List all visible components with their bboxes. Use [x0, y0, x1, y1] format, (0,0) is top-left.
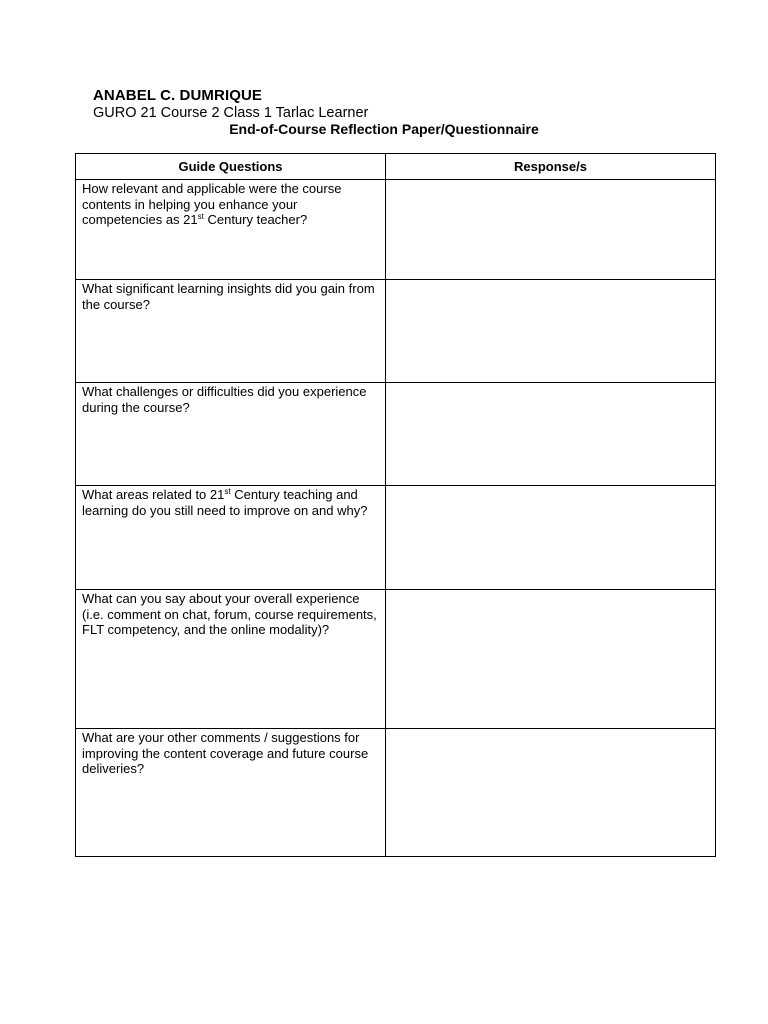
superscript: st	[224, 487, 231, 496]
question-cell	[76, 729, 386, 857]
question-cell	[76, 180, 386, 280]
superscript: st	[197, 212, 204, 221]
question-text	[76, 486, 385, 518]
question-text	[76, 383, 385, 415]
response-cell[interactable]	[386, 486, 716, 590]
question-text-part: What challenges or difficulties did you experience during the course?	[82, 384, 367, 415]
table-row	[76, 383, 716, 486]
response-cell[interactable]	[386, 280, 716, 383]
question-cell	[76, 280, 386, 383]
question-text-part: What significant learning insights did you gain from the course?	[82, 281, 375, 312]
question-text	[76, 180, 385, 228]
question-cell	[76, 590, 386, 729]
table-row	[76, 280, 716, 383]
document-title-text: End-of-Course Reflection Paper/Questionnaire	[229, 121, 539, 137]
question-cell	[76, 486, 386, 590]
question-text-part: How relevant and applicable were the course contents in helping you enhance your competencies as 21	[82, 181, 342, 227]
response-cell[interactable]	[386, 729, 716, 857]
question-text	[76, 729, 385, 777]
response-cell[interactable]	[386, 383, 716, 486]
question-text-part: What can you say about your overall experience (i.e. comment on chat, forum, course requirements, FLT competency, and the online modality)?	[82, 591, 377, 637]
question-text-part: Century teacher?	[203, 212, 308, 227]
response-cell[interactable]	[386, 180, 716, 280]
question-text-part: Century teaching and learning do you still need to improve on and why?	[82, 487, 368, 518]
author-name: ANABEL C. DUMRIQUE	[93, 87, 263, 104]
table-row	[76, 486, 716, 590]
question-text	[76, 590, 385, 638]
table-header-row	[76, 154, 716, 180]
reflection-table	[75, 153, 716, 857]
table-row	[76, 590, 716, 729]
document-title	[0, 121, 768, 137]
course-info: GURO 21 Course 2 Class 1 Tarlac Learner	[93, 105, 369, 121]
table-row	[76, 729, 716, 857]
question-text	[76, 280, 385, 312]
question-text-part: What are your other comments / suggestions for improving the content coverage and future course deliveries?	[82, 730, 369, 776]
question-text-part: What areas related to 21	[82, 487, 225, 502]
column-header-responses: Response/s	[386, 154, 716, 180]
column-header-questions: Guide Questions	[76, 154, 386, 180]
question-cell	[76, 383, 386, 486]
response-cell[interactable]	[386, 590, 716, 729]
table-row	[76, 180, 716, 280]
